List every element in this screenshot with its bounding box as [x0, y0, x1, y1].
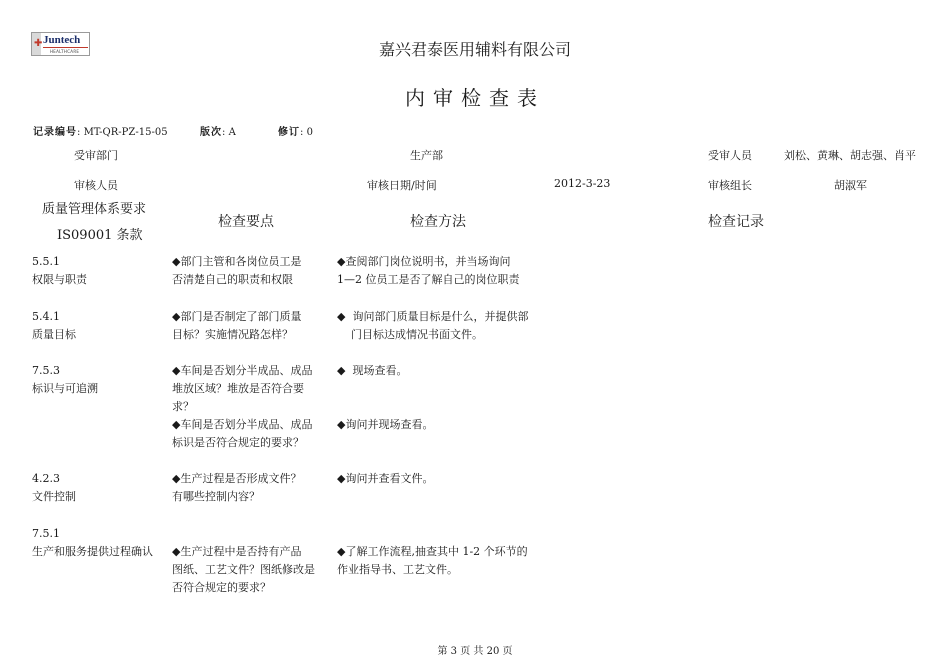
revision-value: 0: [306, 127, 313, 138]
auditor-label: 审核人员: [74, 179, 118, 192]
date-value: 2012-3-23: [554, 177, 611, 190]
header-clause-line1: 质量管理体系要求: [42, 202, 147, 217]
cross-icon: ✚: [34, 38, 43, 49]
auditee-label: 受审人员: [708, 149, 752, 162]
revision-label: 修订: [278, 127, 300, 138]
dept-label: 受审部门: [74, 149, 118, 162]
clause-name: 文件控制: [32, 490, 76, 503]
logo-brand: Juntech: [43, 34, 81, 46]
leader-value: 胡淑军: [834, 179, 867, 192]
leader-label: 审核组长: [708, 179, 752, 192]
method-line: ◆询问并查看文件。: [337, 472, 434, 485]
point-line: 图纸、工艺文件？图纸修改是: [172, 563, 315, 576]
version: 版次: A: [200, 127, 236, 138]
clause-name: 权限与职责: [32, 273, 87, 286]
company-name: 嘉兴君泰医用辅料有限公司: [378, 40, 571, 59]
point-line: ◆车间是否划分半成品、成品: [172, 418, 313, 431]
clause-number: 5.5.1: [32, 255, 60, 268]
version-label: 版次: [200, 127, 222, 138]
record-value: MT-QR-PZ-15-05: [83, 127, 168, 138]
point-line: 求？: [172, 400, 194, 413]
auditee-value: 刘松、黄琳、胡志强、肖平: [784, 149, 916, 162]
record-number: 记录编号: MT-QR-PZ-15-05: [33, 127, 168, 138]
point-line: ◆车间是否划分半成品、成品: [172, 364, 313, 377]
record-label: 记录编号: [33, 127, 77, 138]
clause-name: 生产和服务提供过程确认: [32, 545, 153, 558]
dept-value: 生产部: [410, 149, 443, 162]
point-line: ◆生产过程是否形成文件？: [172, 472, 302, 485]
logo-subtitle: HEALTHCARE: [50, 49, 80, 54]
clause-number: 7.5.1: [32, 527, 60, 540]
version-value: A: [228, 127, 236, 138]
clause-number: 7.5.3: [32, 364, 60, 377]
point-line: 有哪些控制内容？: [172, 490, 260, 503]
revision: 修订: 0: [278, 127, 313, 138]
method-line: ◆询问并现场查看。: [337, 418, 434, 431]
method-line: ◆了解工作流程,抽查其中 1-2 个环节的: [337, 545, 528, 558]
header-record: 检查记录: [708, 214, 764, 230]
method-line: 1—2 位员工是否了解自己的岗位职责: [337, 273, 520, 286]
point-line: ◆部门是否制定了部门质量: [172, 310, 302, 323]
point-line: 否符合规定的要求？: [172, 581, 271, 594]
page-title: 内审检查表: [405, 86, 545, 110]
point-line: 否清楚自己的职责和权限: [172, 273, 293, 286]
clause-name: 标识与可追溯: [32, 382, 98, 395]
method-line: ◆ 现场查看。: [337, 364, 408, 377]
header-method: 检查方法: [410, 214, 466, 230]
clause-number: 5.4.1: [32, 310, 60, 323]
method-line: ◆查阅部门岗位说明书，并当场询问: [337, 255, 511, 268]
point-line: 标识是否符合规定的要求？: [172, 436, 304, 449]
point-line: ◆生产过程中是否持有产品: [172, 545, 302, 558]
clause-number: 4.2.3: [32, 472, 60, 485]
header-clause-line2: IS09001 条款: [57, 228, 143, 243]
clause-name: 质量目标: [32, 328, 76, 341]
page-footer: 第 3 页 共 20 页: [437, 646, 513, 657]
method-line: 作业指导书、工艺文件。: [337, 563, 458, 576]
method-line: 门目标达成情况书面文件。: [337, 328, 483, 341]
point-line: 目标？实施情况路怎样？: [172, 328, 293, 341]
header-points: 检查要点: [218, 214, 274, 230]
point-line: ◆部门主管和各岗位员工是: [172, 255, 302, 268]
point-line: 堆放区域？堆放是否符合要: [172, 382, 304, 395]
method-line: ◆ 询问部门质量目标是什么，并提供部: [337, 310, 529, 323]
date-label: 审核日期/时间: [367, 179, 437, 192]
